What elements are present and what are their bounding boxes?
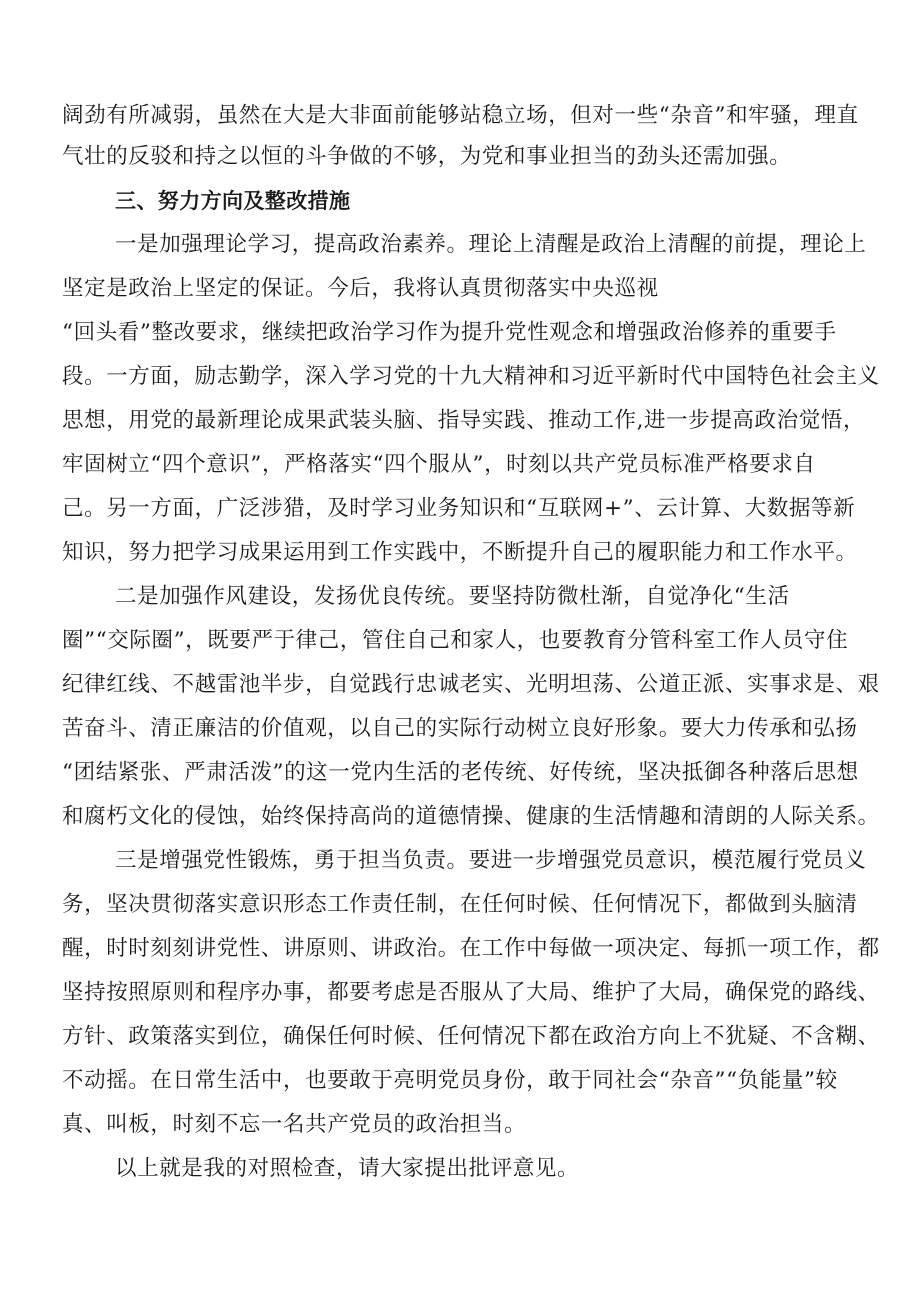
text-line: 和腐朽文化的侵蚀，始终保持高尚的道德情操、健康的生活情趣和清朗的人际关系。 xyxy=(62,804,880,829)
text-line: 不动摇。在日常生活中，也要敢于亮明党员身份，敢于同社会“杂音”“负能量”较 xyxy=(62,1068,838,1093)
text-line: 牢固树立“四个意识”，严格落实“四个服从”，时刻以共产党员标准严格要求自 xyxy=(62,452,816,477)
text-line: 务，坚决贯彻落实意识形态工作责任制，在任何时候、任何情况下，都做到头脑清 xyxy=(62,892,858,917)
text-line: 段。一方面，励志勤学，深入学习党的十九大精神和习近平新时代中国特色社会主义 xyxy=(62,364,880,389)
text-line: 方针、政策落实到位，确保任何时候、任何情况下都在政治方向上不犹疑、不含糊、 xyxy=(62,1024,880,1049)
text-line: 三是增强党性锻炼，勇于担当负责。要进一步增强党员意识，模范履行党员义 xyxy=(115,848,867,873)
text-line: 阔劲有所减弱，虽然在大是大非面前能够站稳立场，但对一些“杂音”和牢骚，理直 xyxy=(62,103,859,128)
text-line: 真、叫板，时刻不忘一名共产党员的政治担当。 xyxy=(62,1112,527,1137)
text-line: 圈”“交际圈”，既要严于律己，管住自己和家人，也要教育分管科室工作人员守住 xyxy=(62,628,849,653)
text-line: “团结紧张、严肃活泼”的这一党内生活的老传统、好传统，坚决抵御各种落后思想 xyxy=(62,760,859,785)
text-line: 气壮的反驳和持之以恒的斗争做的不够，为党和事业担当的劲头还需加强。 xyxy=(62,144,792,169)
text-line: “回头看”整改要求，继续把政治学习作为提升党性观念和增强政治修养的重要手 xyxy=(62,320,837,345)
text-line: 坚持按照原则和程序办事，都要考虑是否服从了大局、维护了大局，确保党的路线、 xyxy=(62,980,880,1005)
text-line: 知识，努力把学习成果运用到工作实践中，不断提升自己的履职能力和工作水平。 xyxy=(62,540,858,565)
text-line: 一是加强理论学习，提高政治素养。理论上清醒是政治上清醒的前提，理论上 xyxy=(115,232,867,257)
text-line: 坚定是政治上坚定的保证。今后，我将认真贯彻落实中央巡视 xyxy=(62,276,659,301)
section-heading: 三、努力方向及整改措施 xyxy=(115,189,351,213)
text-line: 醒，时时刻刻讲党性、讲原则、讲政治。在工作中每做一项决定、每抓一项工作，都 xyxy=(62,936,880,961)
text-line: 己。另一方面，广泛涉猎，及时学习业务知识和“互联网+”、云计算、大数据等新 xyxy=(62,496,856,521)
closing-line: 以上就是我的对照检查，请大家提出批评意见。 xyxy=(115,1156,580,1181)
text-line: 苦奋斗、清正廉洁的价值观，以自己的实际行动树立良好形象。要大力传承和弘扬 xyxy=(62,716,858,741)
text-line: 二是加强作风建设，发扬优良传统。要坚持防微杜渐，自觉净化“生活 xyxy=(115,584,790,609)
text-line: 纪律红线、不越雷池半步，自觉践行忠诚老实、光明坦荡、公道正派、实事求是、艰 xyxy=(62,672,880,697)
text-line: 思想，用党的最新理论成果武装头脑、指导实践、推动工作,进一步提高政治觉悟， xyxy=(62,408,866,433)
